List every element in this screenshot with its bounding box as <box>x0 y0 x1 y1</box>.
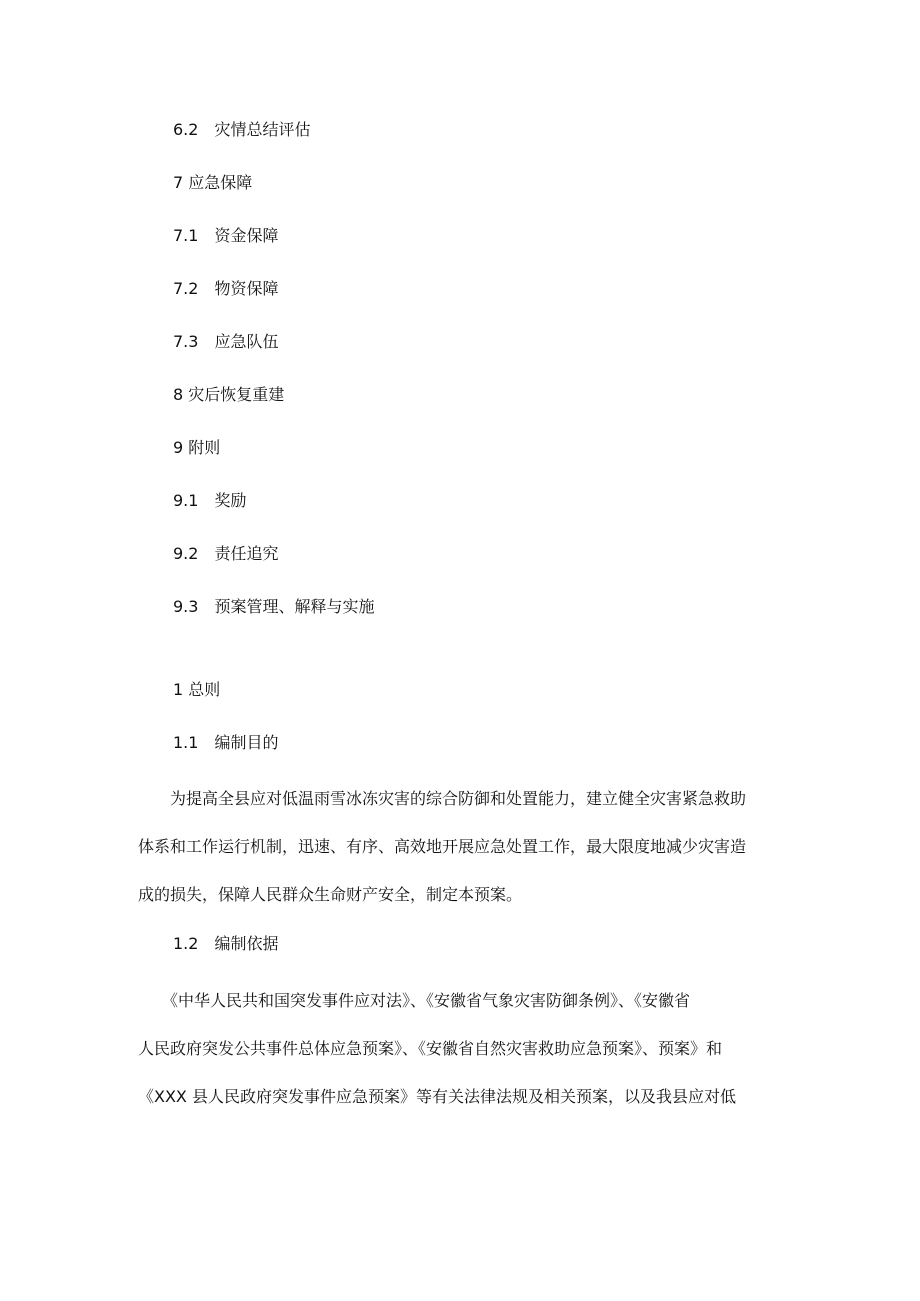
paragraph-purpose <box>138 786 788 904</box>
toc-item-7-1: 7.1 资金保障 <box>173 226 279 245</box>
section-heading-1-2: 1.2 编制依据 <box>173 934 279 953</box>
paragraph-line: 《XXX 县人民政府突发事件应急预案》等有关法律法规及相关预案，以及我县应对低 <box>138 1087 736 1106</box>
toc-item-6-2: 6.2 灾情总结评估 <box>173 120 311 139</box>
toc-item-9-3: 9.3 预案管理、解释与实施 <box>173 597 375 616</box>
section-heading-1-1: 1.1 编制目的 <box>173 733 279 752</box>
paragraph-basis <box>138 988 788 1106</box>
paragraph-line: 成的损失，保障人民群众生命财产安全，制定本预案。 <box>138 885 523 904</box>
toc-item-8: 8 灾后恢复重建 <box>173 385 285 404</box>
toc-item-7-3: 7.3 应急队伍 <box>173 332 279 351</box>
toc-item-9-2: 9.2 责任追究 <box>173 544 279 563</box>
paragraph-line: 《中华人民共和国突发事件应对法》、《安徽省气象灾害防御条例》、《安徽省 <box>138 991 691 1010</box>
toc-item-7-2: 7.2 物资保障 <box>173 279 279 298</box>
paragraph-line: 人民政府突发公共事件总体应急预案》、《安徽省自然灾害救助应急预案》、预案》和 <box>138 1039 723 1058</box>
toc-item-7: 7 应急保障 <box>173 173 253 192</box>
paragraph-line: 为提高全县应对低温雨雪冰冻灾害的综合防御和处置能力，建立健全灾害紧急救助 <box>138 789 747 808</box>
toc-item-9: 9 附则 <box>173 438 221 457</box>
section-heading-1: 1 总则 <box>173 680 221 699</box>
paragraph-line: 体系和工作运行机制，迅速、有序、高效地开展应急处置工作，最大限度地减少灾害造 <box>138 837 747 856</box>
toc-item-9-1: 9.1 奖励 <box>173 491 247 510</box>
